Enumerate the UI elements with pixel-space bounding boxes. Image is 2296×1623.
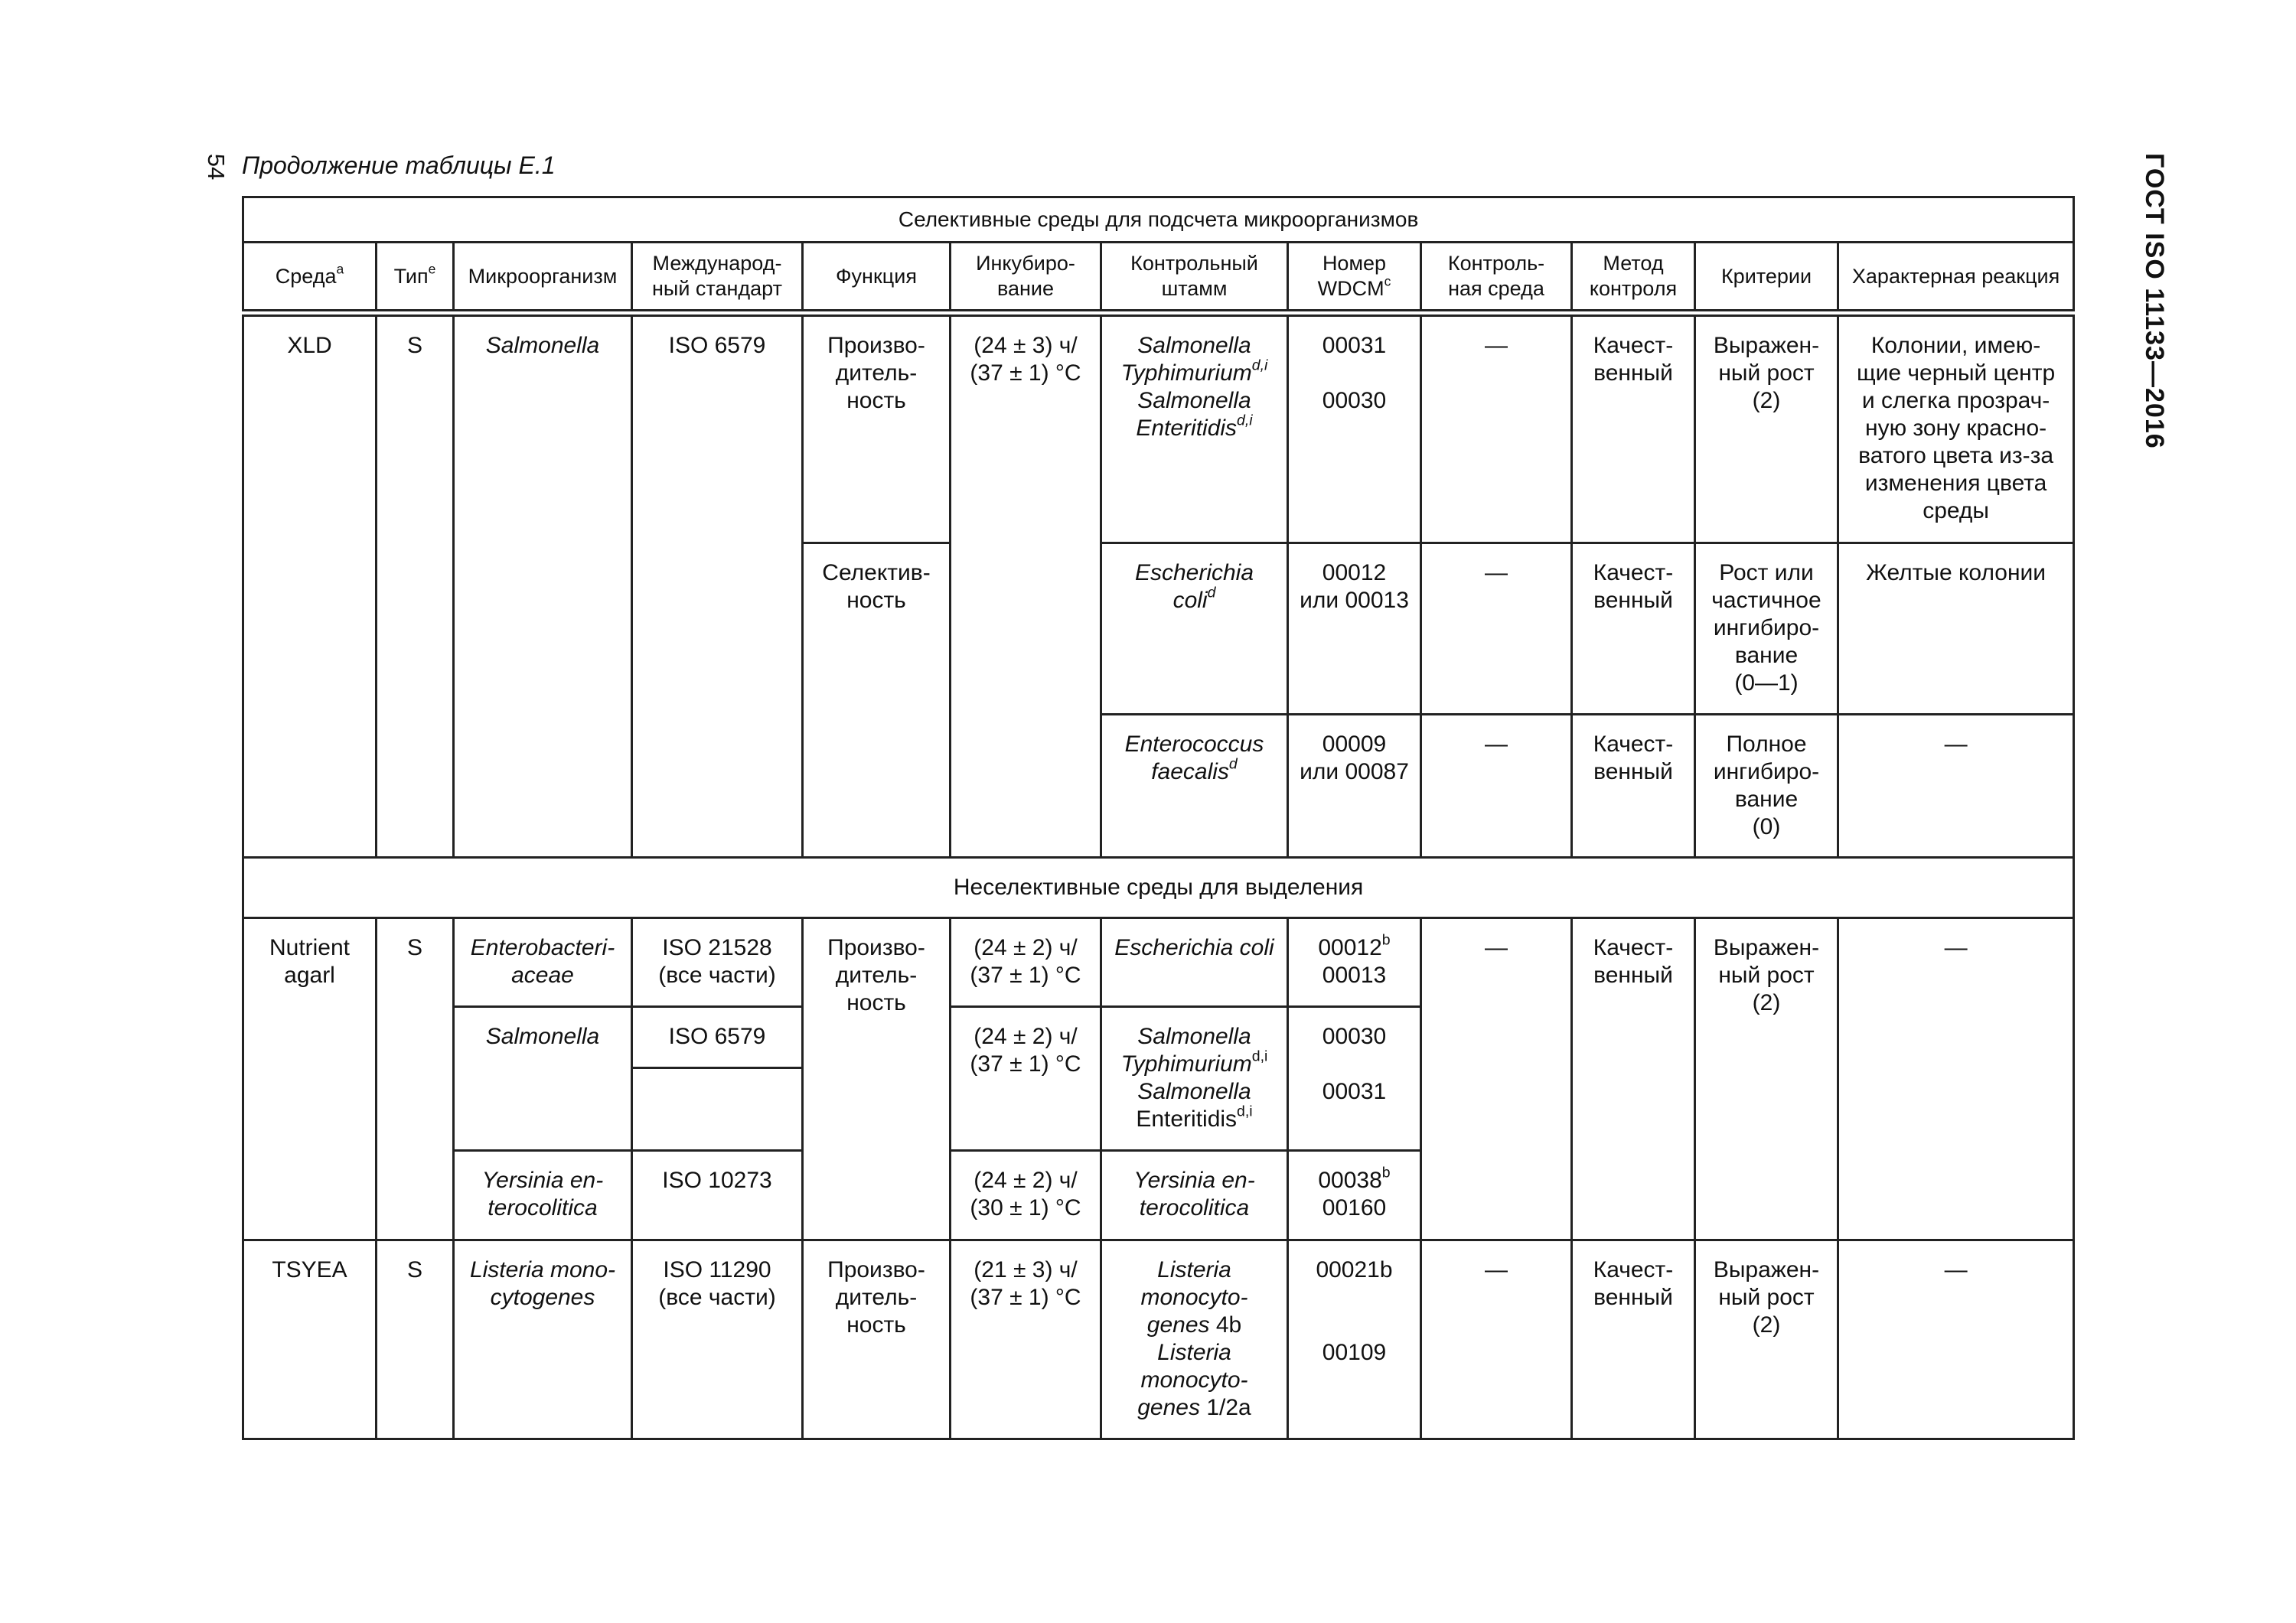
cell-incubation: (24 ± 2) ч/ (30 ± 1) °С: [951, 1150, 1101, 1240]
cell-strain: Enterococcus faecalis$^d$: [1101, 714, 1288, 857]
cell-strain: Escherichia coli: [1101, 917, 1288, 1006]
cell-medium: Nutrient agarl: [243, 917, 377, 1240]
table-row: [243, 917, 2074, 1006]
cell-standard-empty: [632, 1067, 803, 1150]
cell-reaction: —: [1838, 917, 2074, 1240]
cell-wdcm: 00021b 00109: [1288, 1240, 1421, 1439]
cell-method: Качест- венный: [1572, 714, 1695, 857]
header-organism: Микроорганизм: [454, 243, 632, 314]
cell-criteria: Рост или частичное ингибиро- вание (0—1): [1695, 543, 1838, 714]
cell-organism: Enterobacteri- aceae: [454, 917, 632, 1006]
cell-criteria: Выражен- ный рост (2): [1695, 917, 1838, 1240]
cell-type: S: [377, 1240, 454, 1439]
cell-strain: Listeria monocyto- genes 4b Listeria monocyto- genes 1/2a: [1101, 1240, 1288, 1439]
cell-wdcm: 00031 00030: [1288, 313, 1421, 543]
cell-wdcm: 00009 или 00087: [1288, 714, 1421, 857]
cell-standard: ISO 6579: [632, 313, 803, 857]
standard-title: ГОСТ ISO 11133—2016: [2140, 153, 2169, 449]
cell-type: S: [377, 917, 454, 1240]
header-criteria: Критерии: [1695, 243, 1838, 314]
cell-incubation: (21 ± 3) ч/ (37 ± 1) °С: [951, 1240, 1101, 1439]
group-header-selective: [243, 197, 2074, 243]
column-header-row: [243, 243, 2074, 314]
cell-criteria: Выражен- ный рост (2): [1695, 1240, 1838, 1439]
group-title-nonselective: Неселективные среды для выделения: [243, 857, 2074, 917]
cell-wdcm: 00038$^b$ 00160: [1288, 1150, 1421, 1240]
table-caption: Продолжение таблицы Е.1: [242, 152, 556, 179]
cell-criteria: Выражен- ный рост (2): [1695, 313, 1838, 543]
cell-standard: ISO 10273: [632, 1150, 803, 1240]
cell-method: Качест- венный: [1572, 917, 1695, 1240]
cell-standard: ISO 6579: [632, 1006, 803, 1067]
cell-reaction: —: [1838, 1240, 2074, 1439]
cell-function: Произво- дитель- ность: [803, 917, 951, 1240]
cell-control-medium: —: [1421, 543, 1572, 714]
cell-reaction: Колонии, имею- щие черный центр и слегка прозрач- ную зону красно- ватого цвета из-за изменения цвета среды: [1838, 313, 2074, 543]
cell-type: S: [377, 313, 454, 857]
cell-function: Произво- дитель- ность: [803, 1240, 951, 1439]
cell-method: Качест- венный: [1572, 313, 1695, 543]
cell-control-medium: —: [1421, 1240, 1572, 1439]
cell-organism: Listeria mono- cytogenes: [454, 1240, 632, 1439]
cell-control-medium: —: [1421, 714, 1572, 857]
cell-strain: Yersinia en- terocolitica: [1101, 1150, 1288, 1240]
header-incubation: Инкубиро- вание: [951, 243, 1101, 314]
cell-standard: ISO 11290 (все части): [632, 1240, 803, 1439]
cell-incubation: (24 ± 3) ч/ (37 ± 1) °С: [951, 313, 1101, 857]
header-control-medium: Контроль- ная среда: [1421, 243, 1572, 314]
cell-strain: Escherichia coli$^d$: [1101, 543, 1288, 714]
cell-medium: XLD: [243, 313, 377, 857]
cell-strain: Salmonella Typhimurium$^{d,i}$ Salmonella Enteritidis$^{d,i}$: [1101, 1006, 1288, 1150]
header-reaction: Характерная реакция: [1838, 243, 2074, 314]
cell-reaction: Желтые колонии: [1838, 543, 2074, 714]
header-strain: Контрольный штамм: [1101, 243, 1288, 314]
cell-incubation: (24 ± 2) ч/ (37 ± 1) °С: [951, 917, 1101, 1006]
group-title-selective: Селективные среды для подсчета микроорганизмов: [243, 197, 2074, 243]
cell-strain: Salmonella Typhimurium$^{d,i}$ Salmonella Enteritidis$^{d,i}$: [1101, 313, 1288, 543]
table-row: [243, 313, 2074, 543]
cell-medium: TSYEA: [243, 1240, 377, 1439]
cell-wdcm: 00012$^b$ 00013: [1288, 917, 1421, 1006]
cell-function: Селектив- ность: [803, 543, 951, 857]
cell-wdcm: 00012 или 00013: [1288, 543, 1421, 714]
cell-incubation: (24 ± 2) ч/ (37 ± 1) °С: [951, 1006, 1101, 1150]
header-standard: Международ- ный стандарт: [632, 243, 803, 314]
cell-standard: ISO 21528 (все части): [632, 917, 803, 1006]
header-function: Функция: [803, 243, 951, 314]
cell-control-medium: —: [1421, 917, 1572, 1240]
cell-wdcm: 00030 00031: [1288, 1006, 1421, 1150]
cell-method: Качест- венный: [1572, 1240, 1695, 1439]
cell-criteria: Полное ингибиро- вание (0): [1695, 714, 1838, 857]
media-table: [242, 196, 2075, 1440]
group-header-nonselective: [243, 857, 2074, 917]
table-row: [243, 1240, 2074, 1439]
cell-organism: Yersinia en- terocolitica: [454, 1150, 632, 1240]
cell-reaction: —: [1838, 714, 2074, 857]
cell-organism: Salmonella: [454, 1006, 632, 1150]
cell-function: Произво- дитель- ность: [803, 313, 951, 543]
header-wdcm: Номер WDCM$^c$: [1288, 243, 1421, 314]
cell-method: Качест- венный: [1572, 543, 1695, 714]
header-medium: Среда$^a$: [243, 243, 377, 314]
header-method: Метод контроля: [1572, 243, 1695, 314]
cell-control-medium: —: [1421, 313, 1572, 543]
page-number: 54: [203, 153, 230, 181]
header-type: Тип$^e$: [377, 243, 454, 314]
cell-organism: Salmonella: [454, 313, 632, 857]
